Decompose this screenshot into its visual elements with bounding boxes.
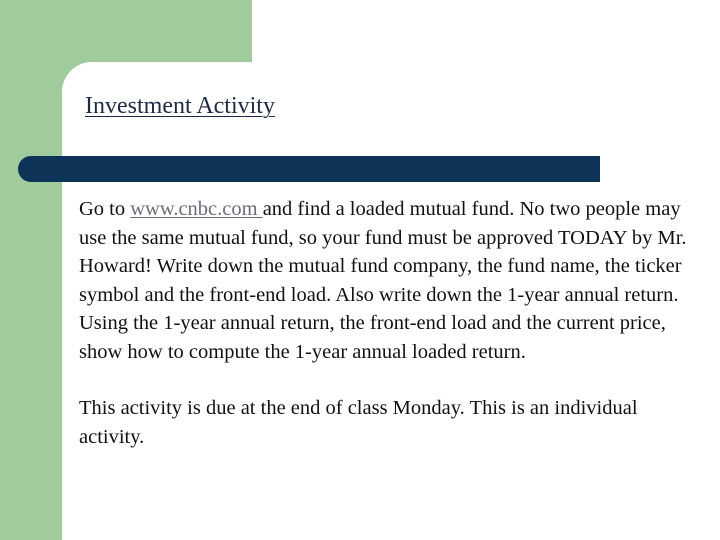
slide-title: Investment Activity: [85, 93, 275, 119]
accent-strip-left: [0, 0, 62, 540]
instructions-paragraph: [79, 195, 699, 366]
instructions-intro: Go to: [79, 198, 131, 220]
instructions-text: and find a loaded mutual fund. No two people may use the same mutual fund, so your fund must be approved TODAY by Mr. Howard! Write down the mutual fund company, the fund name, the ticker symbol and the front-end load. Also write down the 1-year annual return. Using the 1-year annual return, the front-end load and the current price, show how to compute the 1-year annual loaded return.: [79, 198, 687, 363]
title-divider-bar: [18, 156, 600, 182]
slide-body: [79, 195, 699, 451]
cnbc-link[interactable]: www.cnbc.com: [130, 198, 263, 220]
due-date-paragraph: This activity is due at the end of class Monday. This is an individual activity.: [79, 397, 638, 448]
